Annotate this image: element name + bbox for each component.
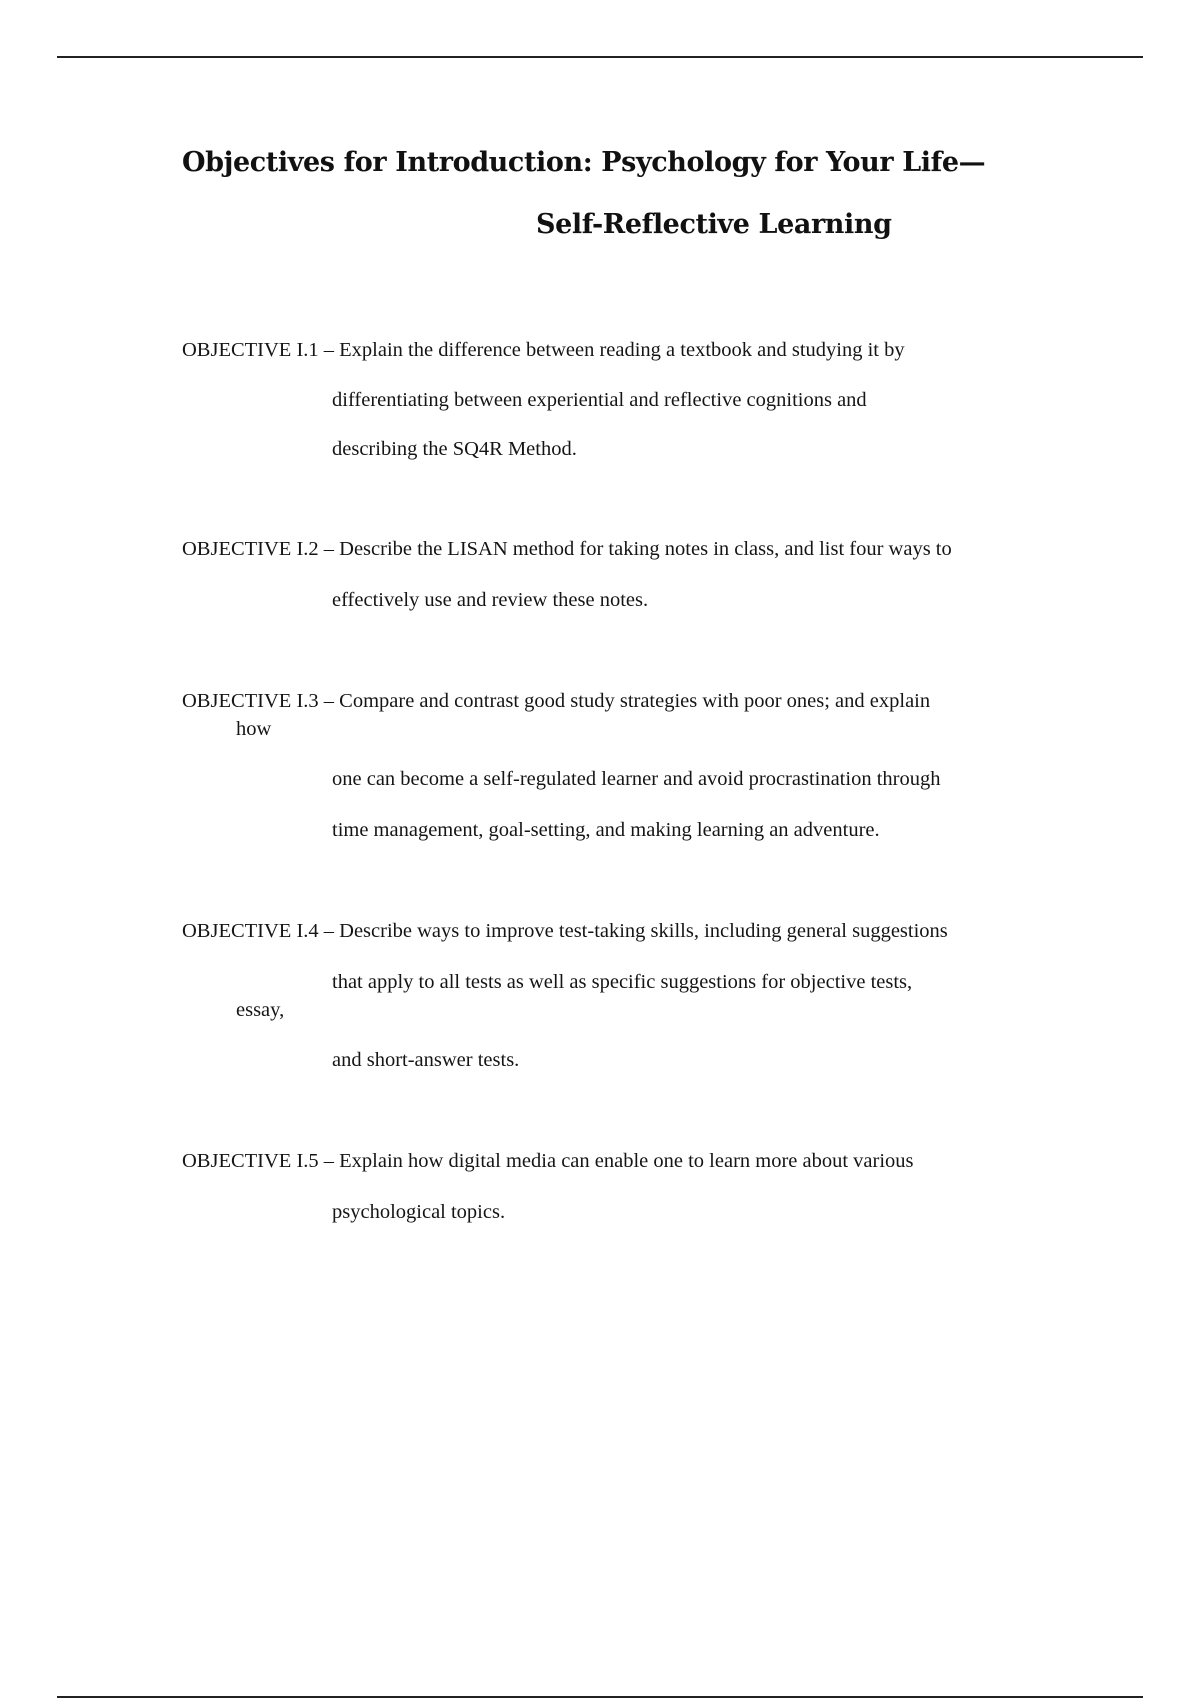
- objective-3-line-1: OBJECTIVE I.3 – Compare and contrast good study strategies with poor ones; and explain: [182, 690, 931, 712]
- objective-4-line-2: that apply to all tests as well as specific suggestions for objective tests,: [332, 971, 913, 993]
- bottom-rule: [57, 1696, 1143, 1698]
- objective-5-line-1: OBJECTIVE I.5 – Explain how digital media can enable one to learn more about various: [182, 1150, 914, 1172]
- top-rule: [57, 56, 1143, 58]
- objective-4-line-1: OBJECTIVE I.4 – Describe ways to improve test-taking skills, including general suggestions: [182, 920, 948, 942]
- objective-4-line-3: essay,: [236, 999, 285, 1021]
- objective-3-line-2: how: [236, 718, 272, 740]
- objective-2-line-2: effectively use and review these notes.: [332, 589, 649, 611]
- document-title-line-2: Self-Reflective Learning: [536, 209, 892, 240]
- objective-1-line-2: differentiating between experiential and reflective cognitions and: [332, 389, 867, 411]
- objective-4-line-4: and short-answer tests.: [332, 1049, 520, 1071]
- objective-3-line-4: time management, goal-setting, and making learning an adventure.: [332, 819, 880, 841]
- objective-3-line-3: one can become a self-regulated learner and avoid procrastination through: [332, 768, 941, 790]
- document-title-line-1: Objectives for Introduction: Psychology for Your Life—: [182, 147, 986, 178]
- objective-5-line-2: psychological topics.: [332, 1201, 506, 1223]
- objective-1-line-3: describing the SQ4R Method.: [332, 438, 577, 460]
- objective-2-line-1: OBJECTIVE I.2 – Describe the LISAN method for taking notes in class, and list four ways to: [182, 538, 952, 560]
- objective-1-line-1: OBJECTIVE I.1 – Explain the difference between reading a textbook and studying it by: [182, 339, 905, 361]
